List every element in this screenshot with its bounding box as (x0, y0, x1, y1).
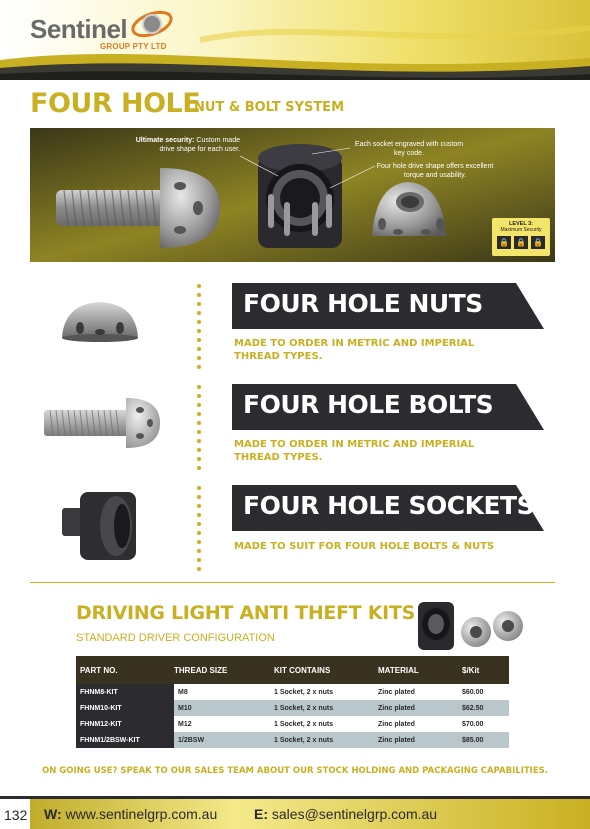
cell-part-no: FHNM12-KIT (76, 716, 174, 732)
page-subtitle: NUT & BOLT SYSTEM (194, 100, 345, 115)
table-header-row (76, 656, 509, 684)
section-dot-divider (197, 284, 202, 374)
cell-material: Zinc plated (378, 716, 462, 732)
socket-image (62, 486, 142, 564)
kit-image (414, 598, 534, 654)
cell-kit-contains: 1 Socket, 2 x nuts (274, 700, 378, 716)
cell-price: $62.50 (462, 700, 509, 716)
cell-kit-contains: 1 Socket, 2 x nuts (274, 684, 378, 700)
header-kit-contains: KIT CONTAINS (274, 656, 378, 684)
stock-footnote: ON GOING USE? SPEAK TO OUR SALES TEAM ABOUT OUR STOCK HOLDING AND PACKAGING CAPABILITIES. (42, 766, 548, 776)
cell-price: $60.00 (462, 684, 509, 700)
cell-part-no: FHNM1/2BSW-KIT (76, 732, 174, 748)
sockets-description: MADE TO SUIT FOR FOUR HOLE BOLTS & NUTS (234, 541, 495, 552)
cell-part-no: FHNM10-KIT (76, 700, 174, 716)
cell-part-no: FHNM8-KIT (76, 684, 174, 700)
hero-callout-engraved: Each socket engraved with custom key code. (354, 141, 464, 157)
bolts-banner-title: FOUR HOLE BOLTS (243, 390, 494, 419)
nuts-banner-title: FOUR HOLE NUTS (243, 289, 483, 318)
brand-sub-text: GROUP PTY LTD (100, 42, 167, 51)
footer-email[interactable]: E: sales@sentinelgrp.com.au (254, 806, 438, 822)
hero-callout-drive: Four hole drive shape offers excellent torque and usability. (376, 163, 494, 179)
page-title: FOUR HOLE (30, 88, 201, 119)
cell-kit-contains: 1 Socket, 2 x nuts (274, 716, 378, 732)
footer-website[interactable]: W: www.sentinelgrp.com.au (44, 806, 218, 822)
bolt-image (44, 394, 162, 450)
table-row (76, 700, 509, 716)
cell-material: Zinc plated (378, 732, 462, 748)
bolts-description: MADE TO ORDER IN METRIC AND IMPERIAL THREAD TYPES. (234, 439, 475, 463)
kits-subtitle: STANDARD DRIVER CONFIGURATION (76, 632, 275, 644)
cell-kit-contains: 1 Socket, 2 x nuts (274, 732, 378, 748)
section-dot-divider (197, 385, 202, 475)
header-price: $/Kit (462, 656, 509, 684)
cell-thread-size: M8 (174, 684, 274, 700)
section-separator (30, 582, 555, 583)
cell-thread-size: 1/2BSW (174, 732, 274, 748)
section-dot-divider (197, 486, 202, 576)
sockets-banner-title: FOUR HOLE SOCKETS (243, 491, 535, 520)
nuts-description: MADE TO ORDER IN METRIC AND IMPERIAL THREAD TYPES. (234, 338, 475, 362)
kits-title: DRIVING LIGHT ANTI THEFT KITS (76, 602, 415, 624)
cell-thread-size: M12 (174, 716, 274, 732)
lock-icon: 🔒 (514, 236, 528, 249)
header-thread-size: THREAD SIZE (174, 656, 274, 684)
page-number: 132 (4, 807, 28, 823)
table-row (76, 716, 509, 732)
table-row (76, 684, 509, 700)
kit-price-table (76, 656, 509, 748)
cell-price: $70.00 (462, 716, 509, 732)
header-part-no: PART NO. (76, 656, 174, 684)
hero-callout-security: Ultimate security: Custom made drive shape for each user. (135, 137, 240, 153)
lock-icon: 🔒 (531, 236, 545, 249)
brand-logo-text: Sentinel (30, 14, 128, 44)
header-material: MATERIAL (378, 656, 462, 684)
cell-material: Zinc plated (378, 684, 462, 700)
security-level-badge: LEVEL 3: Maximum Security 🔒 🔒 🔒 (492, 218, 550, 256)
table-row (76, 732, 509, 748)
nut-image (58, 290, 142, 346)
lock-icon: 🔒 (497, 236, 511, 249)
cell-material: Zinc plated (378, 700, 462, 716)
cell-thread-size: M10 (174, 700, 274, 716)
cell-price: $85.00 (462, 732, 509, 748)
